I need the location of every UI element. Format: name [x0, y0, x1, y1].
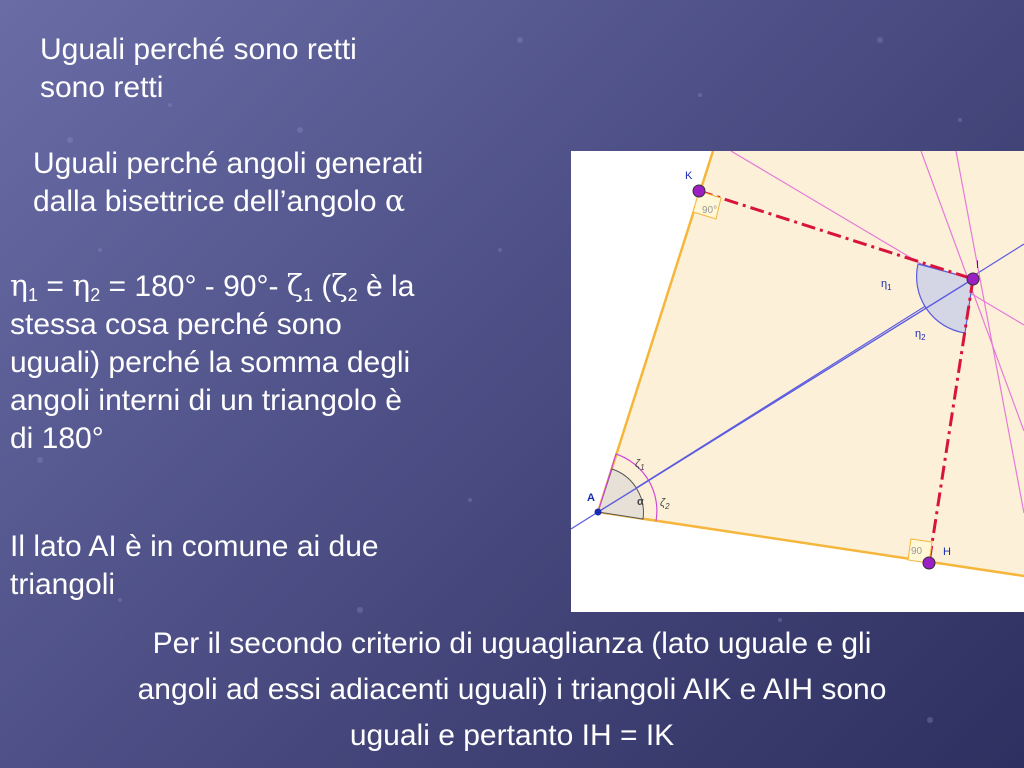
text-eta-equation: [10, 268, 570, 458]
text-line: Il lato AI è in comune ai due: [10, 530, 379, 563]
text-right-angles: [40, 31, 560, 107]
subscript: 1: [303, 285, 314, 305]
label-alpha: α: [637, 496, 644, 508]
point-A: [595, 509, 602, 516]
label-A: A: [587, 492, 595, 504]
text-line: Per il secondo criterio di uguaglianza (lato uguale e gli: [152, 627, 872, 660]
eta-symbol: η: [915, 328, 922, 340]
subscript: 2: [665, 502, 670, 511]
text-line: stessa cosa perché sono: [10, 308, 342, 341]
text-fragment: dalla bisettrice dell’angolo: [33, 185, 377, 218]
zeta-symbol: ζ: [286, 269, 304, 304]
label-H: H: [943, 546, 951, 558]
text-common-side: [10, 528, 570, 604]
text-bisector-angles: [33, 145, 573, 221]
eta-symbol: η: [881, 278, 888, 290]
zeta-symbol: ζ: [660, 497, 666, 509]
figure-svg: [571, 151, 1024, 612]
text-line: triangoli: [10, 568, 116, 601]
text-fragment: =: [38, 270, 73, 303]
point-H: [923, 557, 935, 569]
zeta-symbol: ζ: [635, 458, 641, 470]
text-line: Uguali perché angoli generati: [33, 147, 424, 180]
subscript: 1: [27, 285, 38, 305]
equation-line: [10, 268, 570, 306]
text-fragment: (: [313, 270, 332, 303]
subscript: 1: [887, 283, 892, 292]
label-K: K: [685, 170, 693, 182]
text-line: [33, 183, 573, 221]
alpha-symbol: α: [384, 184, 406, 219]
eta-symbol: η: [10, 269, 28, 304]
subscript: 2: [90, 285, 101, 305]
text-line: uguali) perché la somma degli: [10, 346, 411, 379]
right-angle-label-H: 90: [911, 546, 923, 557]
text-line: Uguali perché sono retti: [40, 33, 357, 66]
geometry-figure: [571, 151, 1024, 612]
subscript: 2: [347, 285, 358, 305]
subscript: 1: [640, 463, 645, 472]
text-fragment: = 180° - 90°-: [100, 270, 287, 303]
label-I: I: [976, 259, 980, 271]
subscript: 2: [921, 333, 926, 342]
right-angle-label-K: 90°: [702, 205, 718, 216]
text-line: di 180°: [10, 422, 104, 455]
text-fragment: è la: [357, 270, 415, 303]
text-line: angoli interni di un triangolo è: [10, 384, 402, 417]
zeta-symbol: ζ: [331, 269, 348, 304]
text-line: sono retti: [40, 71, 164, 104]
point-I: [967, 273, 979, 285]
point-K: [693, 185, 705, 197]
text-line: uguali e pertanto IH = IK: [349, 719, 675, 752]
eta-symbol: η: [72, 269, 91, 304]
text-line: angoli ad essi adiacenti uguali) i triangoli AIK e AIH sono: [137, 673, 887, 706]
text-conclusion: [0, 621, 1024, 759]
